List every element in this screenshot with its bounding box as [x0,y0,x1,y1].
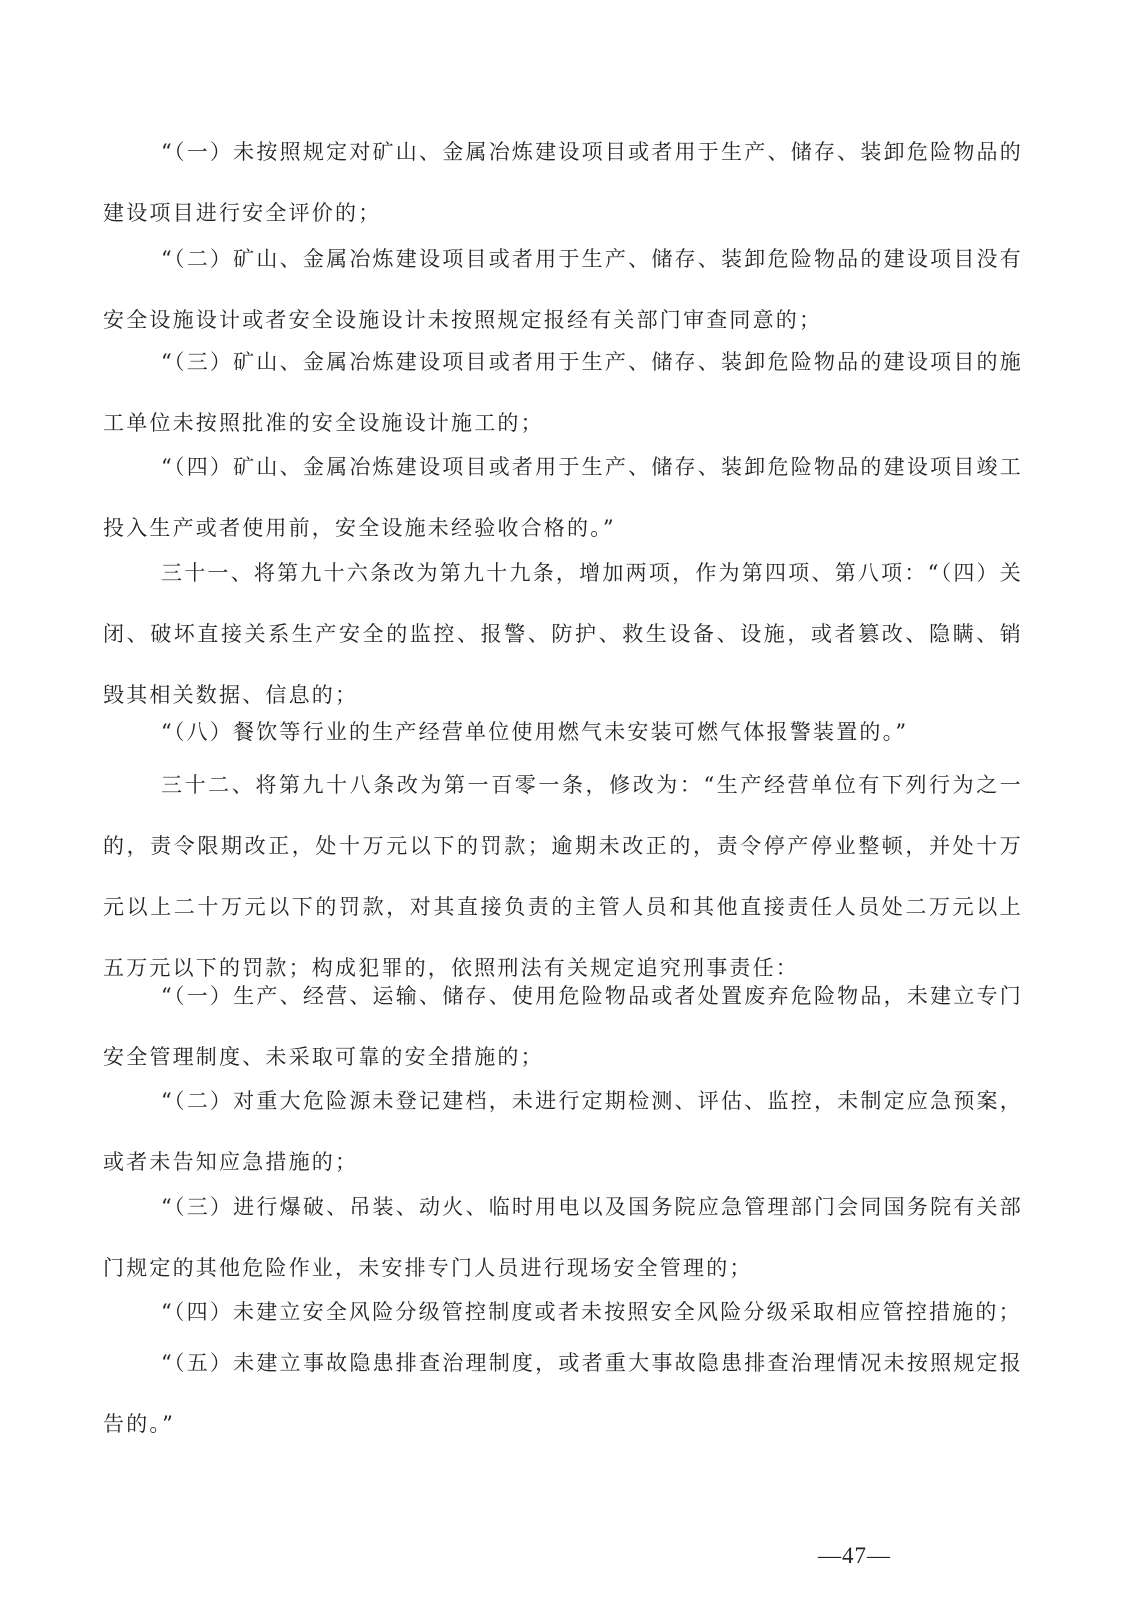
amendment-32: 三十二、将第九十八条改为第一百零一条，修改为：“生产经营单位有下列行为之一的，责令限期改正，处十万元以下的罚款；逾期未改正的，责令停产停业整顿，并处十万元以上二十万元以下的罚款，对其直接负责的主管人员和其他直接责任人员处二万元以上五万元以下的罚款；构成犯罪的，依照刑法有关规定追究刑事责任： [103,773,1023,980]
paragraph-item-3: “（三）矿山、金属冶炼建设项目或者用于生产、储存、装卸危险物品的建设项目的施工单位未按照批准的安全设施设计施工的； [103,350,1023,435]
clause-item-3: “（三）进行爆破、吊装、动火、临时用电以及国务院应急管理部门会同国务院有关部门规定的其他危险作业，未安排专门人员进行现场安全管理的； [103,1195,1023,1280]
clause-item-4: “（四）未建立安全风险分级管控制度或者未按照安全风险分级采取相应管控措施的； [161,1300,1022,1324]
clause-item-5: “（五）未建立事故隐患排查治理制度，或者重大事故隐患排查治理情况未按照规定报告的。” [103,1351,1023,1436]
paragraph-item-8: “（八）餐饮等行业的生产经营单位使用燃气未安装可燃气体报警装置的。” [161,720,909,744]
paragraph-item-4: “（四）矿山、金属冶炼建设项目或者用于生产、储存、装卸危险物品的建设项目竣工投入生产或者使用前，安全设施未经验收合格的。” [103,455,1023,540]
paragraph-item-1: “（一）未按照规定对矿山、金属冶炼建设项目或者用于生产、储存、装卸危险物品的建设项目进行安全评价的； [103,140,1023,225]
page-number: —47— [818,1543,891,1568]
paragraph-item-2: “（二）矿山、金属冶炼建设项目或者用于生产、储存、装卸危险物品的建设项目没有安全设施设计或者安全设施设计未按照规定报经有关部门审查同意的； [103,247,1023,332]
clause-item-1: “（一）生产、经营、运输、储存、使用危险物品或者处置废弃危险物品，未建立专门安全管理制度、未采取可靠的安全措施的； [103,984,1023,1069]
clause-item-2: “（二）对重大危险源未登记建档，未进行定期检测、评估、监控，未制定应急预案，或者未告知应急措施的； [103,1089,1023,1174]
amendment-31: 三十一、将第九十六条改为第九十九条，增加两项，作为第四项、第八项：“（四）关闭、破坏直接关系生产安全的监控、报警、防护、救生设备、设施，或者篡改、隐瞒、销毁其相关数据、信息的； [103,561,1023,707]
